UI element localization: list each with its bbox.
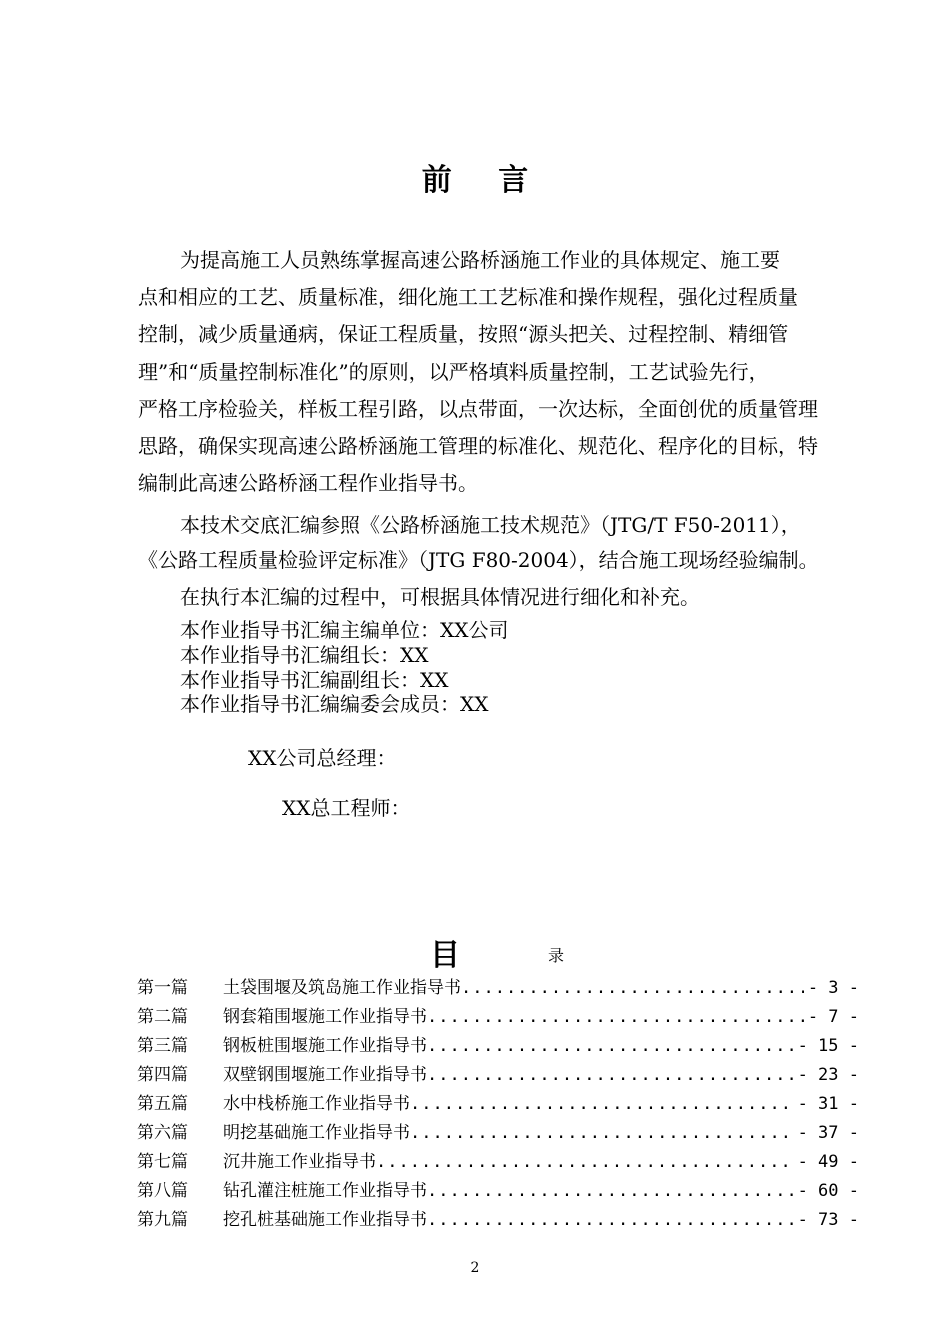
toc-entry[interactable] bbox=[137, 1119, 859, 1148]
toc-entry-page: - 60 - bbox=[797, 1181, 859, 1201]
toc-entry[interactable] bbox=[137, 974, 859, 1003]
toc-entry-number: 第四篇 bbox=[137, 1065, 188, 1085]
page-number: 2 bbox=[470, 1260, 480, 1276]
toc-leader-dots bbox=[427, 1003, 804, 1032]
signature-general-manager: XX公司总经理： bbox=[248, 746, 397, 770]
toc-entry-page: - 31 - bbox=[797, 1094, 859, 1114]
toc-entry-title: 沉井施工作业指导书 bbox=[223, 1152, 376, 1172]
paragraph-line: 点和相应的工艺、质量标准，细化施工工艺标准和操作规程，强化过程质量 bbox=[138, 285, 798, 310]
paragraph-line: 思路，确保实现高速公路桥涵施工管理的标准化、规范化、程序化的目标，特 bbox=[138, 434, 818, 458]
toc-entry[interactable] bbox=[137, 1177, 859, 1206]
toc-entry-title: 水中栈桥施工作业指导书 bbox=[223, 1094, 410, 1114]
toc-title-secondary: 录 bbox=[548, 946, 565, 965]
toc-leader-dots bbox=[461, 974, 804, 1003]
toc-entry[interactable] bbox=[137, 1032, 859, 1061]
toc-leader-dots bbox=[410, 1119, 794, 1148]
paragraph-line: 本技术交底汇编参照《公路桥涵施工技术规范》（JTG/T F50-2011）， bbox=[180, 513, 801, 537]
toc-leader-dots bbox=[410, 1090, 794, 1119]
preface-paragraph-2 bbox=[138, 508, 860, 578]
toc-entry[interactable] bbox=[137, 1061, 859, 1090]
toc-entry-page: - 3 - bbox=[807, 978, 859, 998]
paragraph-line: 编制此高速公路桥涵工程作业指导书。 bbox=[138, 471, 478, 496]
toc-entry-number: 第二篇 bbox=[137, 1007, 188, 1027]
toc-entry-number: 第三篇 bbox=[137, 1036, 188, 1056]
toc-entry-number: 第五篇 bbox=[137, 1094, 188, 1114]
toc-entry-number: 第七篇 bbox=[137, 1152, 188, 1172]
toc-entry-page: - 37 - bbox=[797, 1123, 859, 1143]
toc-entry-page: - 49 - bbox=[797, 1152, 859, 1172]
toc-entry-page: - 23 - bbox=[797, 1065, 859, 1085]
preface-paragraph-1 bbox=[138, 242, 860, 279]
paragraph-line: 理”和“质量控制标准化”的原则，以严格填料质量控制，工艺试验先行， bbox=[138, 359, 769, 384]
toc-entry-page: - 7 - bbox=[807, 1007, 859, 1027]
toc-title-main: 目 bbox=[430, 938, 460, 973]
table-of-contents bbox=[137, 974, 859, 1235]
credit-line: 本作业指导书汇编编委会成员：XX bbox=[180, 692, 489, 717]
toc-leader-dots bbox=[427, 1206, 794, 1235]
preface-title: 前 言 bbox=[421, 163, 547, 198]
toc-leader-dots bbox=[427, 1032, 794, 1061]
preface-paragraph-3: 在执行本汇编的过程中，可根据具体情况进行细化和补充。 bbox=[180, 585, 700, 609]
toc-entry-page: - 15 - bbox=[797, 1036, 859, 1056]
toc-entry-title: 土袋围堰及筑岛施工作业指导书 bbox=[223, 978, 461, 998]
toc-leader-dots bbox=[427, 1061, 794, 1090]
preface-paragraph-1-cont bbox=[138, 279, 860, 502]
paragraph-line: 严格工序检验关，样板工程引路，以点带面，一次达标，全面创优的质量管理 bbox=[138, 396, 818, 421]
toc-entry-title: 钢套箱围堰施工作业指导书 bbox=[223, 1007, 427, 1027]
toc-leader-dots bbox=[376, 1148, 794, 1177]
toc-entry-number: 第一篇 bbox=[137, 978, 188, 998]
toc-entry-title: 钻孔灌注桩施工作业指导书 bbox=[223, 1181, 427, 1201]
toc-entry-title: 双壁钢围堰施工作业指导书 bbox=[223, 1065, 427, 1085]
credits-block bbox=[180, 618, 508, 717]
signature-chief-engineer: XX总工程师： bbox=[282, 796, 411, 820]
toc-entry-number: 第九篇 bbox=[137, 1210, 188, 1230]
toc-entry-page: - 73 - bbox=[797, 1210, 859, 1230]
toc-leader-dots bbox=[427, 1177, 794, 1206]
credit-line: 本作业指导书汇编主编单位：XX公司 bbox=[180, 618, 509, 642]
credit-line: 本作业指导书汇编组长：XX bbox=[180, 642, 429, 667]
toc-entry[interactable] bbox=[137, 1090, 859, 1119]
paragraph-line: 控制，减少质量通病，保证工程质量，按照“源头把关、过程控制、精细管 bbox=[138, 322, 789, 347]
toc-entry[interactable] bbox=[137, 1148, 859, 1177]
toc-entry[interactable] bbox=[137, 1003, 859, 1032]
toc-entry-title: 挖孔桩基础施工作业指导书 bbox=[223, 1210, 427, 1230]
toc-entry-number: 第八篇 bbox=[137, 1181, 188, 1201]
toc-entry-title: 钢板桩围堰施工作业指导书 bbox=[223, 1036, 427, 1056]
toc-entry[interactable] bbox=[137, 1206, 859, 1235]
paragraph-line: 《公路工程质量检验评定标准》（JTG F80-2004），结合施工现场经验编制。 bbox=[138, 548, 819, 572]
credit-line: 本作业指导书汇编副组长：XX bbox=[180, 667, 449, 692]
paragraph-line: 为提高施工人员熟练掌握高速公路桥涵施工作业的具体规定、施工要 bbox=[180, 248, 780, 272]
toc-entry-title: 明挖基础施工作业指导书 bbox=[223, 1123, 410, 1143]
toc-entry-number: 第六篇 bbox=[137, 1123, 188, 1143]
